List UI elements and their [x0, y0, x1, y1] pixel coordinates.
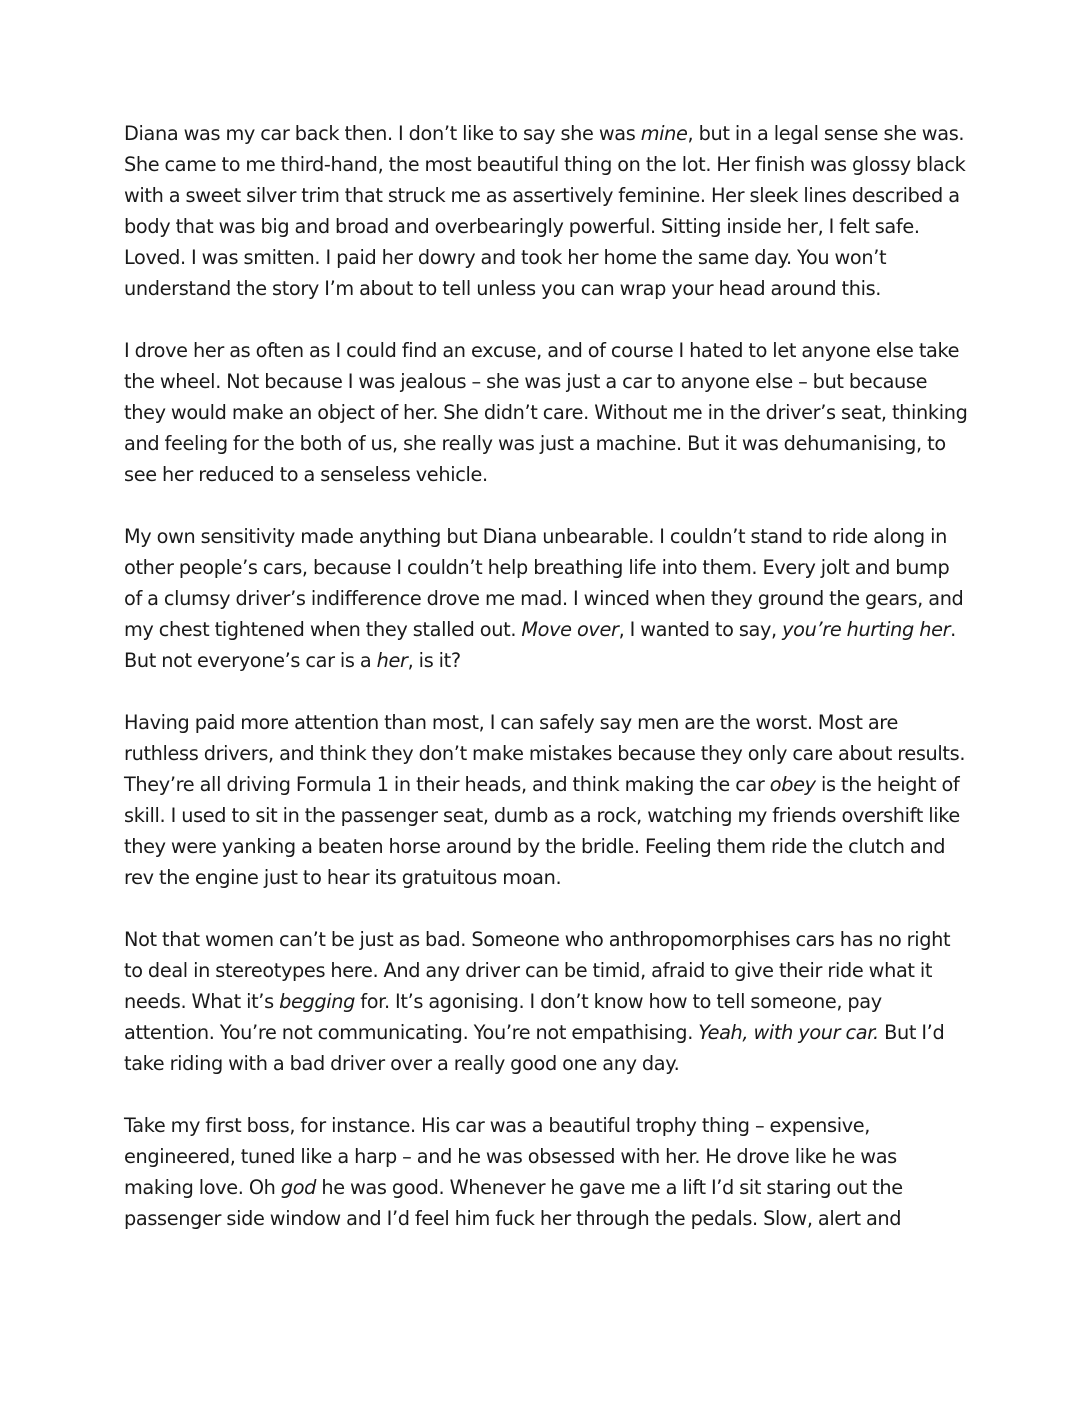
text-run: , is it?	[407, 649, 461, 672]
italic-text-run: obey	[769, 773, 816, 796]
italic-text-run: her	[376, 649, 408, 672]
document-page	[124, 118, 969, 1234]
text-run: , but in a legal sense she was. She came to me third-hand, the most beautiful thing on the lot. Her finish was glossy black with a sweet silver trim that struck me as assertively feminine. Her sleek lines described a body that was big and broad and overbearingly powerful. Sitting inside her, I felt safe. Loved. I was smitten. I paid her dowry and took her home the same day. You won’t understand the story I’m about to tell unless you can wrap your head around this.	[124, 122, 966, 300]
paragraph-6	[124, 1110, 969, 1234]
paragraph-5	[124, 924, 969, 1079]
text-run: My own sensitivity made anything but Diana unbearable. I couldn’t stand to ride along in other people’s cars, because I couldn’t help breathing life into them. Every jolt and bump of a clumsy driver’s indifference drove me mad. I winced when they ground the gears, and my chest tightened when they stalled out.	[124, 525, 964, 641]
italic-text-run: begging	[279, 990, 356, 1013]
paragraph-2	[124, 335, 969, 490]
text-run: Having paid more attention than most, I can safely say men are the worst. Most are ruthless drivers, and think they don’t make mistakes because they only care about results. They’re all driving Formula 1 in their heads, and think making the car	[124, 711, 966, 796]
italic-text-run: you’re hurting her	[782, 618, 951, 641]
text-run: I drove her as often as I could find an excuse, and of course I hated to let anyone else take the wheel. Not because I was jealous – she was just a car to anyone else – but because they would make an object of her. She didn’t care. Without me in the driver’s seat, thinking and feeling for the both of us, she really was just a machine. But it was dehumanising, to see her reduced to a senseless vehicle.	[124, 339, 968, 486]
italic-text-run: god	[280, 1176, 317, 1199]
italic-text-run: mine	[640, 122, 688, 145]
paragraph-4	[124, 707, 969, 893]
text-run: Take my first boss, for instance. His car was a beautiful trophy thing – expensive, engineered, tuned like a harp – and he was obsessed with her. He drove like he was making love. Oh	[124, 1114, 897, 1199]
text-run: for. It’s agonising. I don’t know how to tell someone, pay attention. You’re not communicating. You’re not empathising.	[124, 990, 882, 1044]
text-run: But I’d take riding with a bad driver over a really good one any day.	[124, 1021, 945, 1075]
text-run: , I wanted to say,	[618, 618, 783, 641]
text-run: Diana was my car back then. I don’t like to say she was	[124, 122, 641, 145]
text-run: is the height of skill. I used to sit in the passenger seat, dumb as a rock, watching my friends overshift like they were yanking a beaten horse around by the bridle. Feeling them ride the clutch and rev the engine just to hear its gratuitous moan.	[124, 773, 960, 889]
italic-text-run: Yeah, with your car.	[698, 1021, 879, 1044]
text-run: he was good. Whenever he gave me a lift I’d sit staring out the passenger side window and I’d feel him fuck her through the pedals. Slow, alert and	[124, 1176, 903, 1230]
text-run: . But not everyone’s car is a	[124, 618, 956, 672]
paragraph-3	[124, 521, 969, 676]
italic-text-run: Move over	[521, 618, 619, 641]
text-run: Not that women can’t be just as bad. Someone who anthropomorphises cars has no right to deal in stereotypes here. And any driver can be timid, afraid to give their ride what it needs. What it’s	[124, 928, 951, 1013]
paragraph-1	[124, 118, 969, 304]
